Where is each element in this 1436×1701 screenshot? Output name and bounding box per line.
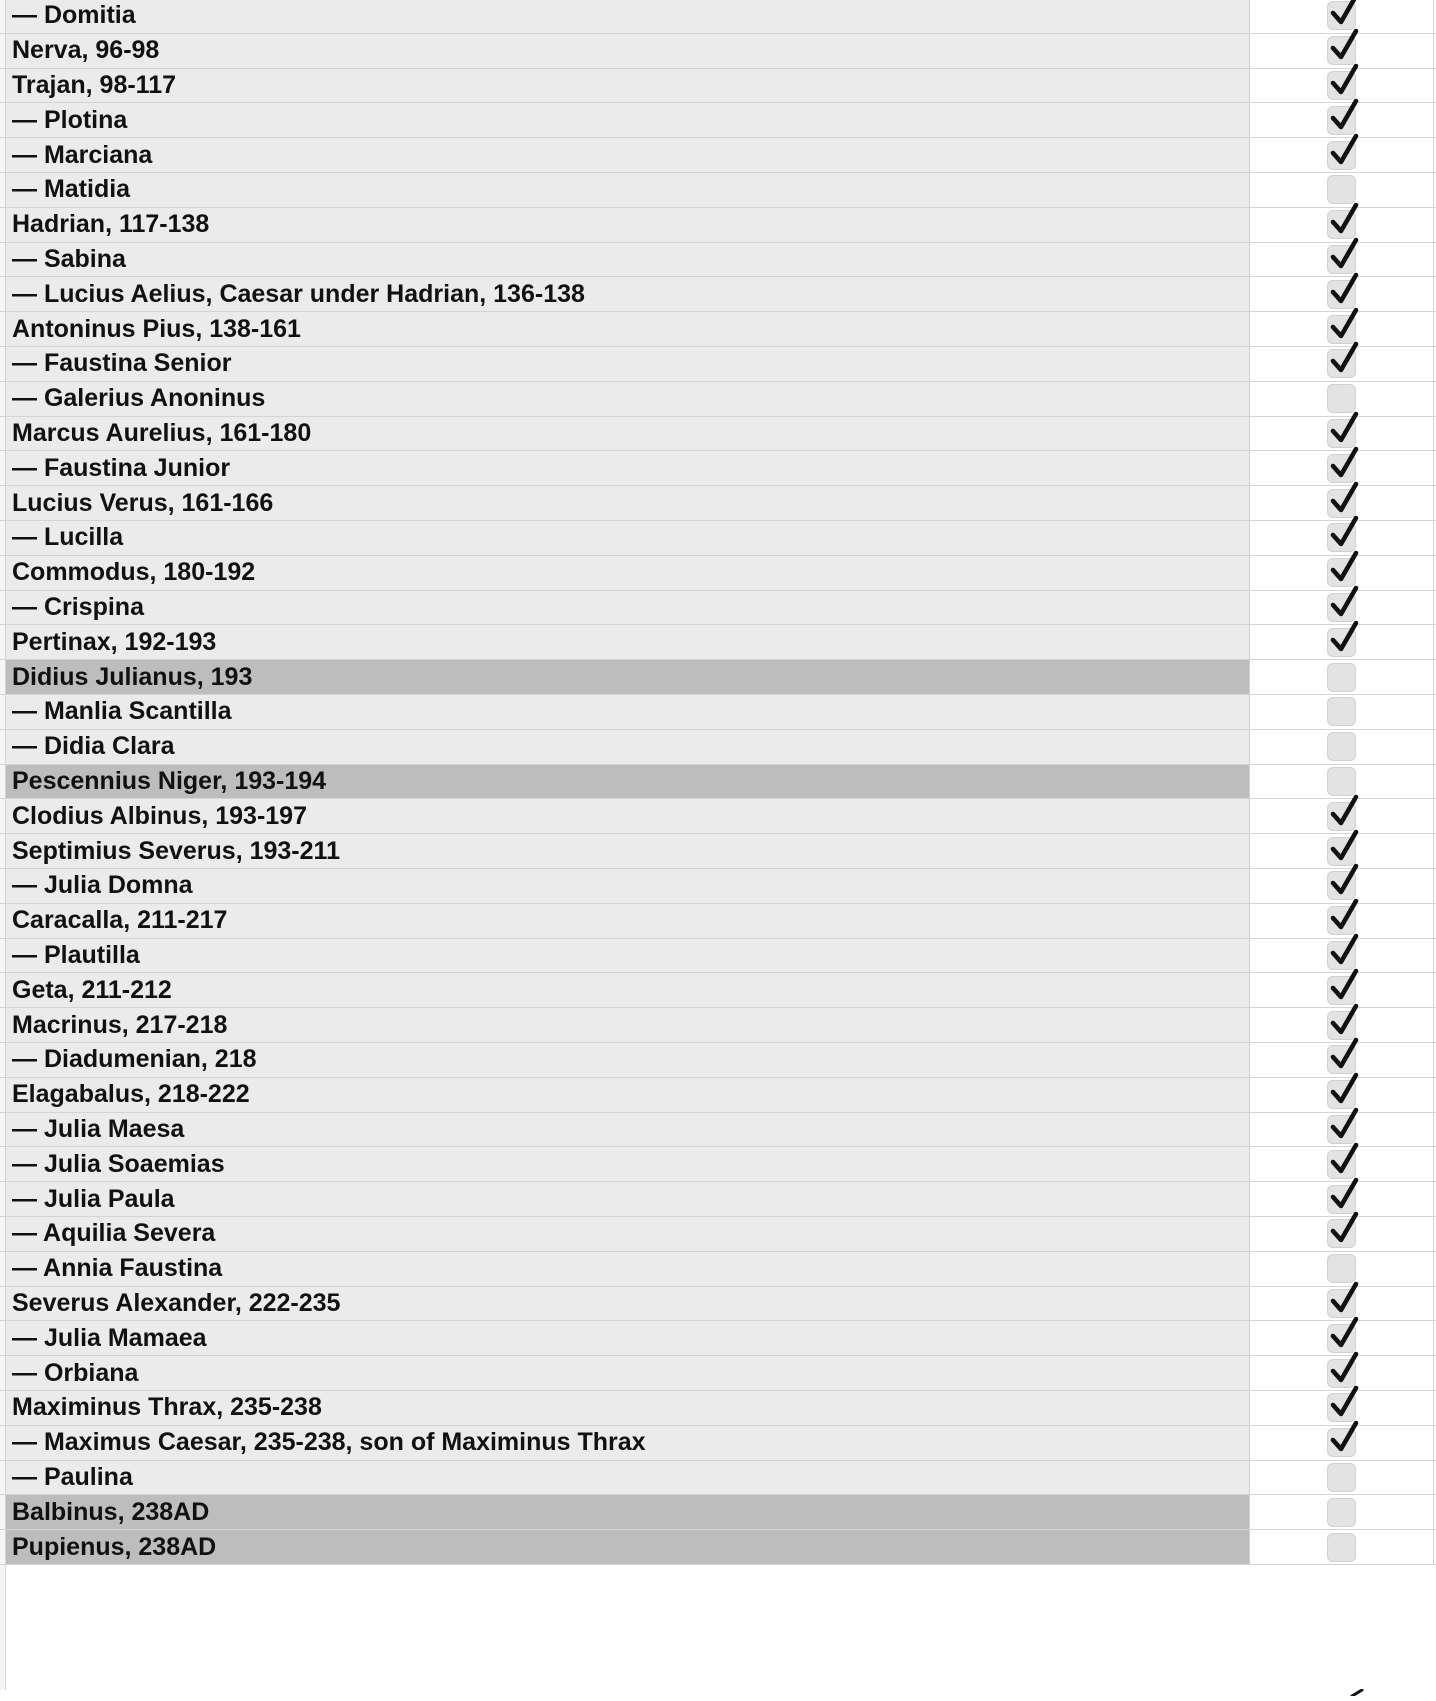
list-row — [0, 869, 1436, 904]
row-label: — Orbiana — [6, 1356, 1250, 1390]
row-label: — Julia Domna — [6, 869, 1250, 903]
row-label: — Faustina Senior — [6, 347, 1250, 381]
row-checkbox[interactable] — [1327, 1498, 1356, 1527]
checkmark-icon — [1327, 1072, 1361, 1108]
check-cell — [1251, 730, 1434, 764]
row-checkbox[interactable] — [1327, 871, 1356, 900]
row-label: Lucius Verus, 161-166 — [6, 486, 1250, 520]
row-label: Didius Julianus, 193 — [6, 660, 1250, 694]
row-checkbox[interactable] — [1327, 106, 1356, 135]
checkmark-icon — [1327, 1107, 1361, 1143]
check-cell — [1251, 1461, 1434, 1495]
row-label: — Julia Mamaea — [6, 1321, 1250, 1355]
checkmark-icon — [1327, 272, 1361, 308]
next-row-checkmark-peek — [1350, 1683, 1364, 1690]
checkmark-icon — [1327, 1316, 1361, 1352]
check-cell — [1251, 1495, 1434, 1529]
row-label: — Galerius Anoninus — [6, 382, 1250, 416]
row-label: — Julia Maesa — [6, 1113, 1250, 1147]
list-row — [0, 765, 1436, 800]
row-checkbox[interactable] — [1327, 141, 1356, 170]
checkmark-icon — [1327, 446, 1361, 482]
check-cell — [1251, 625, 1434, 659]
row-label: — Didia Clara — [6, 730, 1250, 764]
row-label: — Lucilla — [6, 521, 1250, 555]
list-row — [0, 138, 1436, 173]
row-checkbox[interactable] — [1327, 175, 1356, 204]
row-label: — Faustina Junior — [6, 451, 1250, 485]
row-checkbox[interactable] — [1327, 489, 1356, 518]
row-checkbox[interactable] — [1327, 1185, 1356, 1214]
row-label: — Julia Paula — [6, 1182, 1250, 1216]
checkmark-icon — [1327, 968, 1361, 1004]
list-row — [0, 34, 1436, 69]
list-row — [0, 1530, 1436, 1565]
row-checkbox[interactable] — [1327, 767, 1356, 796]
checkmark-icon — [1327, 1037, 1361, 1073]
row-label: Marcus Aurelius, 161-180 — [6, 417, 1250, 451]
row-checkbox[interactable] — [1327, 1289, 1356, 1318]
list-row — [0, 904, 1436, 939]
check-cell — [1251, 1530, 1434, 1564]
checkmark-icon — [1327, 0, 1361, 29]
list-row — [0, 1008, 1436, 1043]
checkmark-icon — [1327, 63, 1361, 99]
list-row — [0, 382, 1436, 417]
row-checkbox[interactable] — [1327, 906, 1356, 935]
list-row — [0, 1495, 1436, 1530]
list-row — [0, 277, 1436, 312]
checkmark-icon — [1327, 1281, 1361, 1317]
list-row — [0, 1147, 1436, 1182]
check-cell — [1251, 347, 1434, 381]
list-row — [0, 208, 1436, 243]
row-label: Nerva, 96-98 — [6, 34, 1250, 68]
list-row — [0, 1356, 1436, 1391]
row-checkbox[interactable] — [1327, 1, 1356, 30]
list-row — [0, 625, 1436, 660]
row-label: Clodius Albinus, 193-197 — [6, 799, 1250, 833]
row-label: Severus Alexander, 222-235 — [6, 1287, 1250, 1321]
list-row — [0, 939, 1436, 974]
row-checkbox[interactable] — [1327, 1045, 1356, 1074]
checkmark-icon — [1327, 341, 1361, 377]
row-checkbox[interactable] — [1327, 280, 1356, 309]
row-checkbox[interactable] — [1327, 1150, 1356, 1179]
checkmark-icon — [1327, 481, 1361, 517]
row-checkbox[interactable] — [1327, 697, 1356, 726]
row-label: — Aquilia Severa — [6, 1217, 1250, 1251]
checkmark-icon — [1327, 1385, 1361, 1421]
check-cell — [1251, 695, 1434, 729]
list-row — [0, 0, 1436, 34]
list-row — [0, 1461, 1436, 1496]
check-cell — [1251, 138, 1434, 172]
row-checkbox[interactable] — [1327, 732, 1356, 761]
checkmark-icon — [1327, 829, 1361, 865]
row-label: Pupienus, 238AD — [6, 1530, 1250, 1564]
checkmark-icon — [1327, 1420, 1361, 1456]
row-label: Elagabalus, 218-222 — [6, 1078, 1250, 1112]
row-label: Pertinax, 192-193 — [6, 625, 1250, 659]
row-checkbox[interactable] — [1327, 315, 1356, 344]
checkmark-icon — [1327, 863, 1361, 899]
list-row — [0, 103, 1436, 138]
row-checkbox[interactable] — [1327, 454, 1356, 483]
list-row — [0, 695, 1436, 730]
list-row — [0, 417, 1436, 452]
row-checkbox[interactable] — [1327, 1219, 1356, 1248]
row-checkbox[interactable] — [1327, 245, 1356, 274]
list-row — [0, 1391, 1436, 1426]
list-row — [0, 556, 1436, 591]
list-row — [0, 1426, 1436, 1461]
check-cell — [1251, 660, 1434, 694]
row-label: — Marciana — [6, 138, 1250, 172]
list-row — [0, 834, 1436, 869]
row-label: — Manlia Scantilla — [6, 695, 1250, 729]
checkmark-icon — [1327, 28, 1361, 64]
list-row — [0, 799, 1436, 834]
row-checkbox[interactable] — [1327, 558, 1356, 587]
row-label: — Annia Faustina — [6, 1252, 1250, 1286]
checkmark-icon — [1327, 1177, 1361, 1213]
row-checkbox[interactable] — [1327, 941, 1356, 970]
list-row — [0, 312, 1436, 347]
row-label: — Plautilla — [6, 939, 1250, 973]
row-checkbox[interactable] — [1327, 210, 1356, 239]
row-label: Trajan, 98-117 — [6, 69, 1250, 103]
row-label: Geta, 211-212 — [6, 973, 1250, 1007]
list-row — [0, 660, 1436, 695]
row-checkbox[interactable] — [1327, 1359, 1356, 1388]
row-label: Caracalla, 211-217 — [6, 904, 1250, 938]
list-row — [0, 486, 1436, 521]
list-row — [0, 451, 1436, 486]
list-row — [0, 1043, 1436, 1078]
checkmark-icon — [1327, 411, 1361, 447]
checkmark-icon — [1327, 237, 1361, 273]
checkmark-icon — [1327, 515, 1361, 551]
row-label: Macrinus, 217-218 — [6, 1008, 1250, 1042]
checkmark-icon — [1327, 898, 1361, 934]
check-cell — [1251, 1426, 1434, 1460]
row-label: — Matidia — [6, 173, 1250, 207]
row-label: Antoninus Pius, 138-161 — [6, 312, 1250, 346]
row-checkbox[interactable] — [1327, 802, 1356, 831]
list-row — [0, 591, 1436, 626]
checkmark-icon — [1327, 550, 1361, 586]
row-checkbox[interactable] — [1327, 36, 1356, 65]
list-row — [0, 1217, 1436, 1252]
checkmark-icon — [1327, 620, 1361, 656]
checkmark-icon — [1327, 794, 1361, 830]
row-checkbox[interactable] — [1327, 523, 1356, 552]
list-row — [0, 1113, 1436, 1148]
list-row — [0, 173, 1436, 208]
row-label: — Domitia — [6, 0, 1250, 33]
list-row — [0, 347, 1436, 382]
row-checkbox[interactable] — [1327, 837, 1356, 866]
checkmark-icon — [1327, 1142, 1361, 1178]
row-label: — Sabina — [6, 243, 1250, 277]
row-label: Pescennius Niger, 193-194 — [6, 765, 1250, 799]
row-checkbox[interactable] — [1327, 1324, 1356, 1353]
list-row — [0, 1287, 1436, 1322]
checkmark-icon — [1327, 585, 1361, 621]
row-checkbox[interactable] — [1327, 628, 1356, 657]
row-label: — Diadumenian, 218 — [6, 1043, 1250, 1077]
checkmark-icon — [1327, 933, 1361, 969]
checkmark-icon — [1327, 98, 1361, 134]
row-label: — Crispina — [6, 591, 1250, 625]
row-checkbox[interactable] — [1327, 1463, 1356, 1492]
checkmark-icon — [1327, 202, 1361, 238]
list-row — [0, 69, 1436, 104]
row-checkbox[interactable] — [1327, 1080, 1356, 1109]
row-checkbox[interactable] — [1327, 1254, 1356, 1283]
row-checkbox[interactable] — [1327, 1393, 1356, 1422]
list-row — [0, 1182, 1436, 1217]
row-label: Balbinus, 238AD — [6, 1495, 1250, 1529]
row-label: Septimius Severus, 193-211 — [6, 834, 1250, 868]
list-row — [0, 1321, 1436, 1356]
row-label: Hadrian, 117-138 — [6, 208, 1250, 242]
row-checkbox[interactable] — [1327, 1428, 1356, 1457]
row-checkbox[interactable] — [1327, 349, 1356, 378]
checkmark-icon — [1327, 133, 1361, 169]
row-checkbox[interactable] — [1327, 71, 1356, 100]
row-checkbox[interactable] — [1327, 419, 1356, 448]
list-row — [0, 730, 1436, 765]
row-checkbox[interactable] — [1327, 663, 1356, 692]
row-checkbox[interactable] — [1327, 976, 1356, 1005]
row-label: — Lucius Aelius, Caesar under Hadrian, 136-138 — [6, 277, 1250, 311]
checkmark-icon — [1327, 307, 1361, 343]
row-checkbox[interactable] — [1327, 1533, 1356, 1562]
list-row — [0, 243, 1436, 278]
row-label: — Paulina — [6, 1461, 1250, 1495]
row-checkbox[interactable] — [1327, 1115, 1356, 1144]
row-label: Commodus, 180-192 — [6, 556, 1250, 590]
row-label: Maximinus Thrax, 235-238 — [6, 1391, 1250, 1425]
row-label: — Plotina — [6, 103, 1250, 137]
checkmark-icon — [1327, 1211, 1361, 1247]
list-row — [0, 1252, 1436, 1287]
list-row — [0, 521, 1436, 556]
row-label: — Maximus Caesar, 235-238, son of Maximinus Thrax — [6, 1426, 1250, 1460]
checkmark-icon — [1327, 1003, 1361, 1039]
row-checkbox[interactable] — [1327, 1011, 1356, 1040]
check-cell — [1251, 1217, 1434, 1251]
row-checkbox[interactable] — [1327, 593, 1356, 622]
list-row — [0, 1078, 1436, 1113]
checkmark-icon — [1327, 1351, 1361, 1387]
list-row — [0, 973, 1436, 1008]
row-checkbox[interactable] — [1327, 384, 1356, 413]
row-label: — Julia Soaemias — [6, 1147, 1250, 1181]
